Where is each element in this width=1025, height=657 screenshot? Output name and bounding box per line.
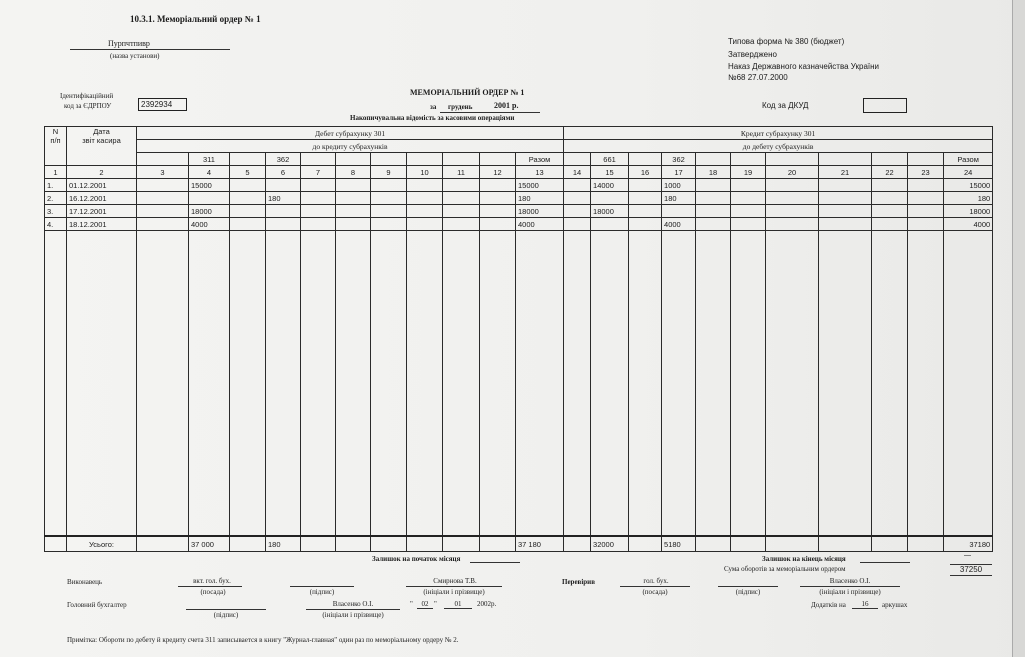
page-edge <box>1012 0 1025 657</box>
chief-name-line <box>306 609 400 610</box>
balance-start-label: Залишок на початок місяця <box>372 555 461 563</box>
credit-account-24: Разом <box>944 153 993 166</box>
edrpou-label-2: код за ЄДРПОУ <box>64 102 112 110</box>
row-credit-362: 4000 <box>662 218 696 231</box>
checked-sign-caption: (підпис) <box>735 588 761 596</box>
debit-account-9 <box>371 153 407 166</box>
credit-account-17: 362 <box>662 153 696 166</box>
debit-account-3 <box>137 153 189 166</box>
debit-account-6: 362 <box>266 153 301 166</box>
executed-position-caption: (посада) <box>200 588 226 596</box>
col-num: 24 <box>944 166 993 179</box>
debit-account-10 <box>407 153 443 166</box>
chief-date-month: 01 <box>444 600 472 609</box>
period-line <box>440 112 540 113</box>
chief-name-caption: (ініціали і прізвище) <box>322 611 384 619</box>
credit-account-19 <box>731 153 766 166</box>
table-row <box>45 179 993 192</box>
row-debit-311: 18000 <box>189 205 230 218</box>
row-date: 18.12.2001 <box>67 218 137 231</box>
checked-position-line <box>620 586 690 587</box>
header-row-1 <box>45 127 993 140</box>
debit-header: Дебет субрахунку 301 <box>137 127 564 140</box>
balance-end-line <box>860 562 910 563</box>
executed-sign-caption: (підпис) <box>309 588 335 596</box>
debit-account-13: Разом <box>516 153 564 166</box>
col-num: 11 <box>443 166 480 179</box>
credit-account-18 <box>696 153 731 166</box>
row-credit-total: 18000 <box>944 205 993 218</box>
period-year: 2001 р. <box>494 101 519 110</box>
col-num: 8 <box>336 166 371 179</box>
row-number: 3. <box>45 205 67 218</box>
checked-position: гол. бух. <box>643 577 669 585</box>
col-date-header <box>67 127 137 166</box>
row-date: 17.12.2001 <box>67 205 137 218</box>
checked-name: Власенко О.І. <box>829 577 871 585</box>
col-num: 7 <box>301 166 336 179</box>
period-month: грудень <box>448 103 473 111</box>
attachments-count: 16 <box>852 600 878 609</box>
total-credit-362: 5180 <box>662 536 696 552</box>
row-debit-311: 4000 <box>189 218 230 231</box>
col-num: 3 <box>137 166 189 179</box>
col-date-label: Дата <box>93 127 110 136</box>
credit-header: Кредит субрахунку 301 <box>564 127 993 140</box>
col-n-header <box>45 127 67 166</box>
row-debit-362 <box>266 179 301 192</box>
debit-account-5 <box>230 153 266 166</box>
col-num: 16 <box>629 166 662 179</box>
row-debit-362 <box>266 205 301 218</box>
row-credit-362: 1000 <box>662 179 696 192</box>
debit-account-12 <box>480 153 516 166</box>
dkud-code-box <box>863 98 907 113</box>
checked-position-caption: (посада) <box>642 588 668 596</box>
org-caption: (назва установи) <box>110 52 160 60</box>
document-heading: 10.3.1. Меморіальний ордер № 1 <box>130 14 261 24</box>
row-number: 4. <box>45 218 67 231</box>
row-debit-total: 180 <box>516 192 564 205</box>
debit-account-8 <box>336 153 371 166</box>
column-number-row <box>45 166 993 179</box>
credit-account-23 <box>908 153 944 166</box>
row-number: 2. <box>45 192 67 205</box>
row-credit-362: 180 <box>662 192 696 205</box>
executed-name-line <box>406 586 502 587</box>
col-num: 20 <box>766 166 819 179</box>
col-num: 1 <box>45 166 67 179</box>
total-debit-sum: 37 180 <box>516 536 564 552</box>
col-num: 12 <box>480 166 516 179</box>
col-num: 4 <box>189 166 230 179</box>
row-debit-total: 15000 <box>516 179 564 192</box>
row-credit-total: 15000 <box>944 179 993 192</box>
table-row <box>45 192 993 205</box>
row-credit-661: 14000 <box>591 179 629 192</box>
row-credit-661 <box>591 192 629 205</box>
col-n-label: N <box>52 127 59 136</box>
row-debit-362: 180 <box>266 192 301 205</box>
executed-position: вкт. гол. бух. <box>193 577 231 585</box>
row-date: 01.12.2001 <box>67 179 137 192</box>
credit-account-16 <box>629 153 662 166</box>
form-info-line4: №68 27.07.2000 <box>728 73 788 82</box>
credit-account-20 <box>766 153 819 166</box>
col-num: 21 <box>819 166 872 179</box>
chief-sign-caption: (підпис) <box>213 611 239 619</box>
row-debit-362 <box>266 218 301 231</box>
checked-sign-line <box>718 586 778 587</box>
debit-account-4: 311 <box>189 153 230 166</box>
form-info-line1: Типова форма № 380 (бюджет) <box>728 37 845 46</box>
header-row-accounts <box>45 153 993 166</box>
turnover-value: 37250 <box>950 564 992 576</box>
form-info-line2: Затверджено <box>728 50 777 59</box>
order-subtitle: Накопичувальна відомість за касовими операціями <box>350 114 515 122</box>
chief-label: Головний бухгалтер <box>67 601 127 609</box>
credit-account-15: 661 <box>591 153 629 166</box>
turnover-label: Сума оборотів за меморіальним ордером <box>724 565 846 573</box>
total-credit-sum: 37180 <box>944 536 993 552</box>
col-num: 17 <box>662 166 696 179</box>
org-name: Пурпчтпивр <box>108 39 150 48</box>
form-info-line3: Наказ Державного казначейства України <box>728 62 880 71</box>
executed-position-line <box>178 586 242 587</box>
org-name-line <box>70 49 230 50</box>
col-date-sublabel: звіт касира <box>82 136 121 145</box>
col-num: 5 <box>230 166 266 179</box>
edrpou-label-1: Ідентифікаційний <box>60 92 114 100</box>
col-num: 9 <box>371 166 407 179</box>
header-row-2 <box>45 140 993 153</box>
executed-name-caption: (ініціали і прізвище) <box>423 588 485 596</box>
credit-account-22 <box>872 153 908 166</box>
chief-date-year: 2002р. <box>477 600 497 608</box>
col-num: 10 <box>407 166 443 179</box>
edrpou-code-box: 2392934 <box>138 98 187 111</box>
chief-name: Власенко О.І. <box>332 600 374 608</box>
executed-sign-line <box>290 586 354 587</box>
col-num: 6 <box>266 166 301 179</box>
checked-name-caption: (ініціали і прізвище) <box>819 588 881 596</box>
row-number: 1. <box>45 179 67 192</box>
attachments-label: Додатків на <box>811 601 846 609</box>
credit-subheader: до дебету субрахунків <box>564 140 993 153</box>
credit-account-21 <box>819 153 872 166</box>
row-credit-total: 180 <box>944 192 993 205</box>
debit-account-11 <box>443 153 480 166</box>
col-num: 13 <box>516 166 564 179</box>
col-num: 2 <box>67 166 137 179</box>
row-date: 16.12.2001 <box>67 192 137 205</box>
row-credit-661 <box>591 218 629 231</box>
row-debit-311 <box>189 192 230 205</box>
total-label: Усього: <box>67 536 137 552</box>
chief-sign-line <box>186 609 266 610</box>
empty-table-body <box>45 231 993 537</box>
row-credit-362 <box>662 205 696 218</box>
row-debit-total: 4000 <box>516 218 564 231</box>
row-debit-total: 18000 <box>516 205 564 218</box>
footnote: Примітка: Обороти по дебету й кредиту счета 311 записывается в книгу "Журнал-главная" один раз по меморіальному ордеру № 2. <box>67 636 459 644</box>
col-num: 14 <box>564 166 591 179</box>
ledger-table <box>44 126 993 552</box>
table-row <box>45 218 993 231</box>
checked-label: Перевірив <box>562 578 595 586</box>
credit-account-14 <box>564 153 591 166</box>
checked-name-line <box>800 586 900 587</box>
total-row <box>45 536 993 552</box>
col-num: 19 <box>731 166 766 179</box>
chief-date-day: 02 <box>417 600 433 609</box>
debit-subheader: до кредиту субрахунків <box>137 140 564 153</box>
balance-end-value: — <box>964 552 971 559</box>
balance-start-line <box>470 562 520 563</box>
col-num: 15 <box>591 166 629 179</box>
executed-name: Смирнова Т.В. <box>433 577 477 585</box>
total-credit-661: 32000 <box>591 536 629 552</box>
attachments-unit: аркушах <box>882 601 908 609</box>
order-title: МЕМОРІАЛЬНИЙ ОРДЕР № 1 <box>410 88 525 97</box>
col-num: 18 <box>696 166 731 179</box>
chief-date-close-quote: " <box>434 600 437 608</box>
debit-account-7 <box>301 153 336 166</box>
row-credit-661: 18000 <box>591 205 629 218</box>
period-prefix: за <box>430 103 437 111</box>
col-num: 23 <box>908 166 944 179</box>
dkud-label: Код за ДКУД <box>762 101 809 110</box>
col-num: 22 <box>872 166 908 179</box>
balance-end-label: Залишок на кінець місяця <box>762 555 846 563</box>
executed-label: Виконавець <box>67 578 103 586</box>
total-debit-362: 180 <box>266 536 301 552</box>
chief-date-open-quote: " <box>410 600 413 608</box>
row-debit-311: 15000 <box>189 179 230 192</box>
col-np-label: п/п <box>50 136 61 145</box>
total-debit-311: 37 000 <box>189 536 230 552</box>
table-row <box>45 205 993 218</box>
row-credit-total: 4000 <box>944 218 993 231</box>
